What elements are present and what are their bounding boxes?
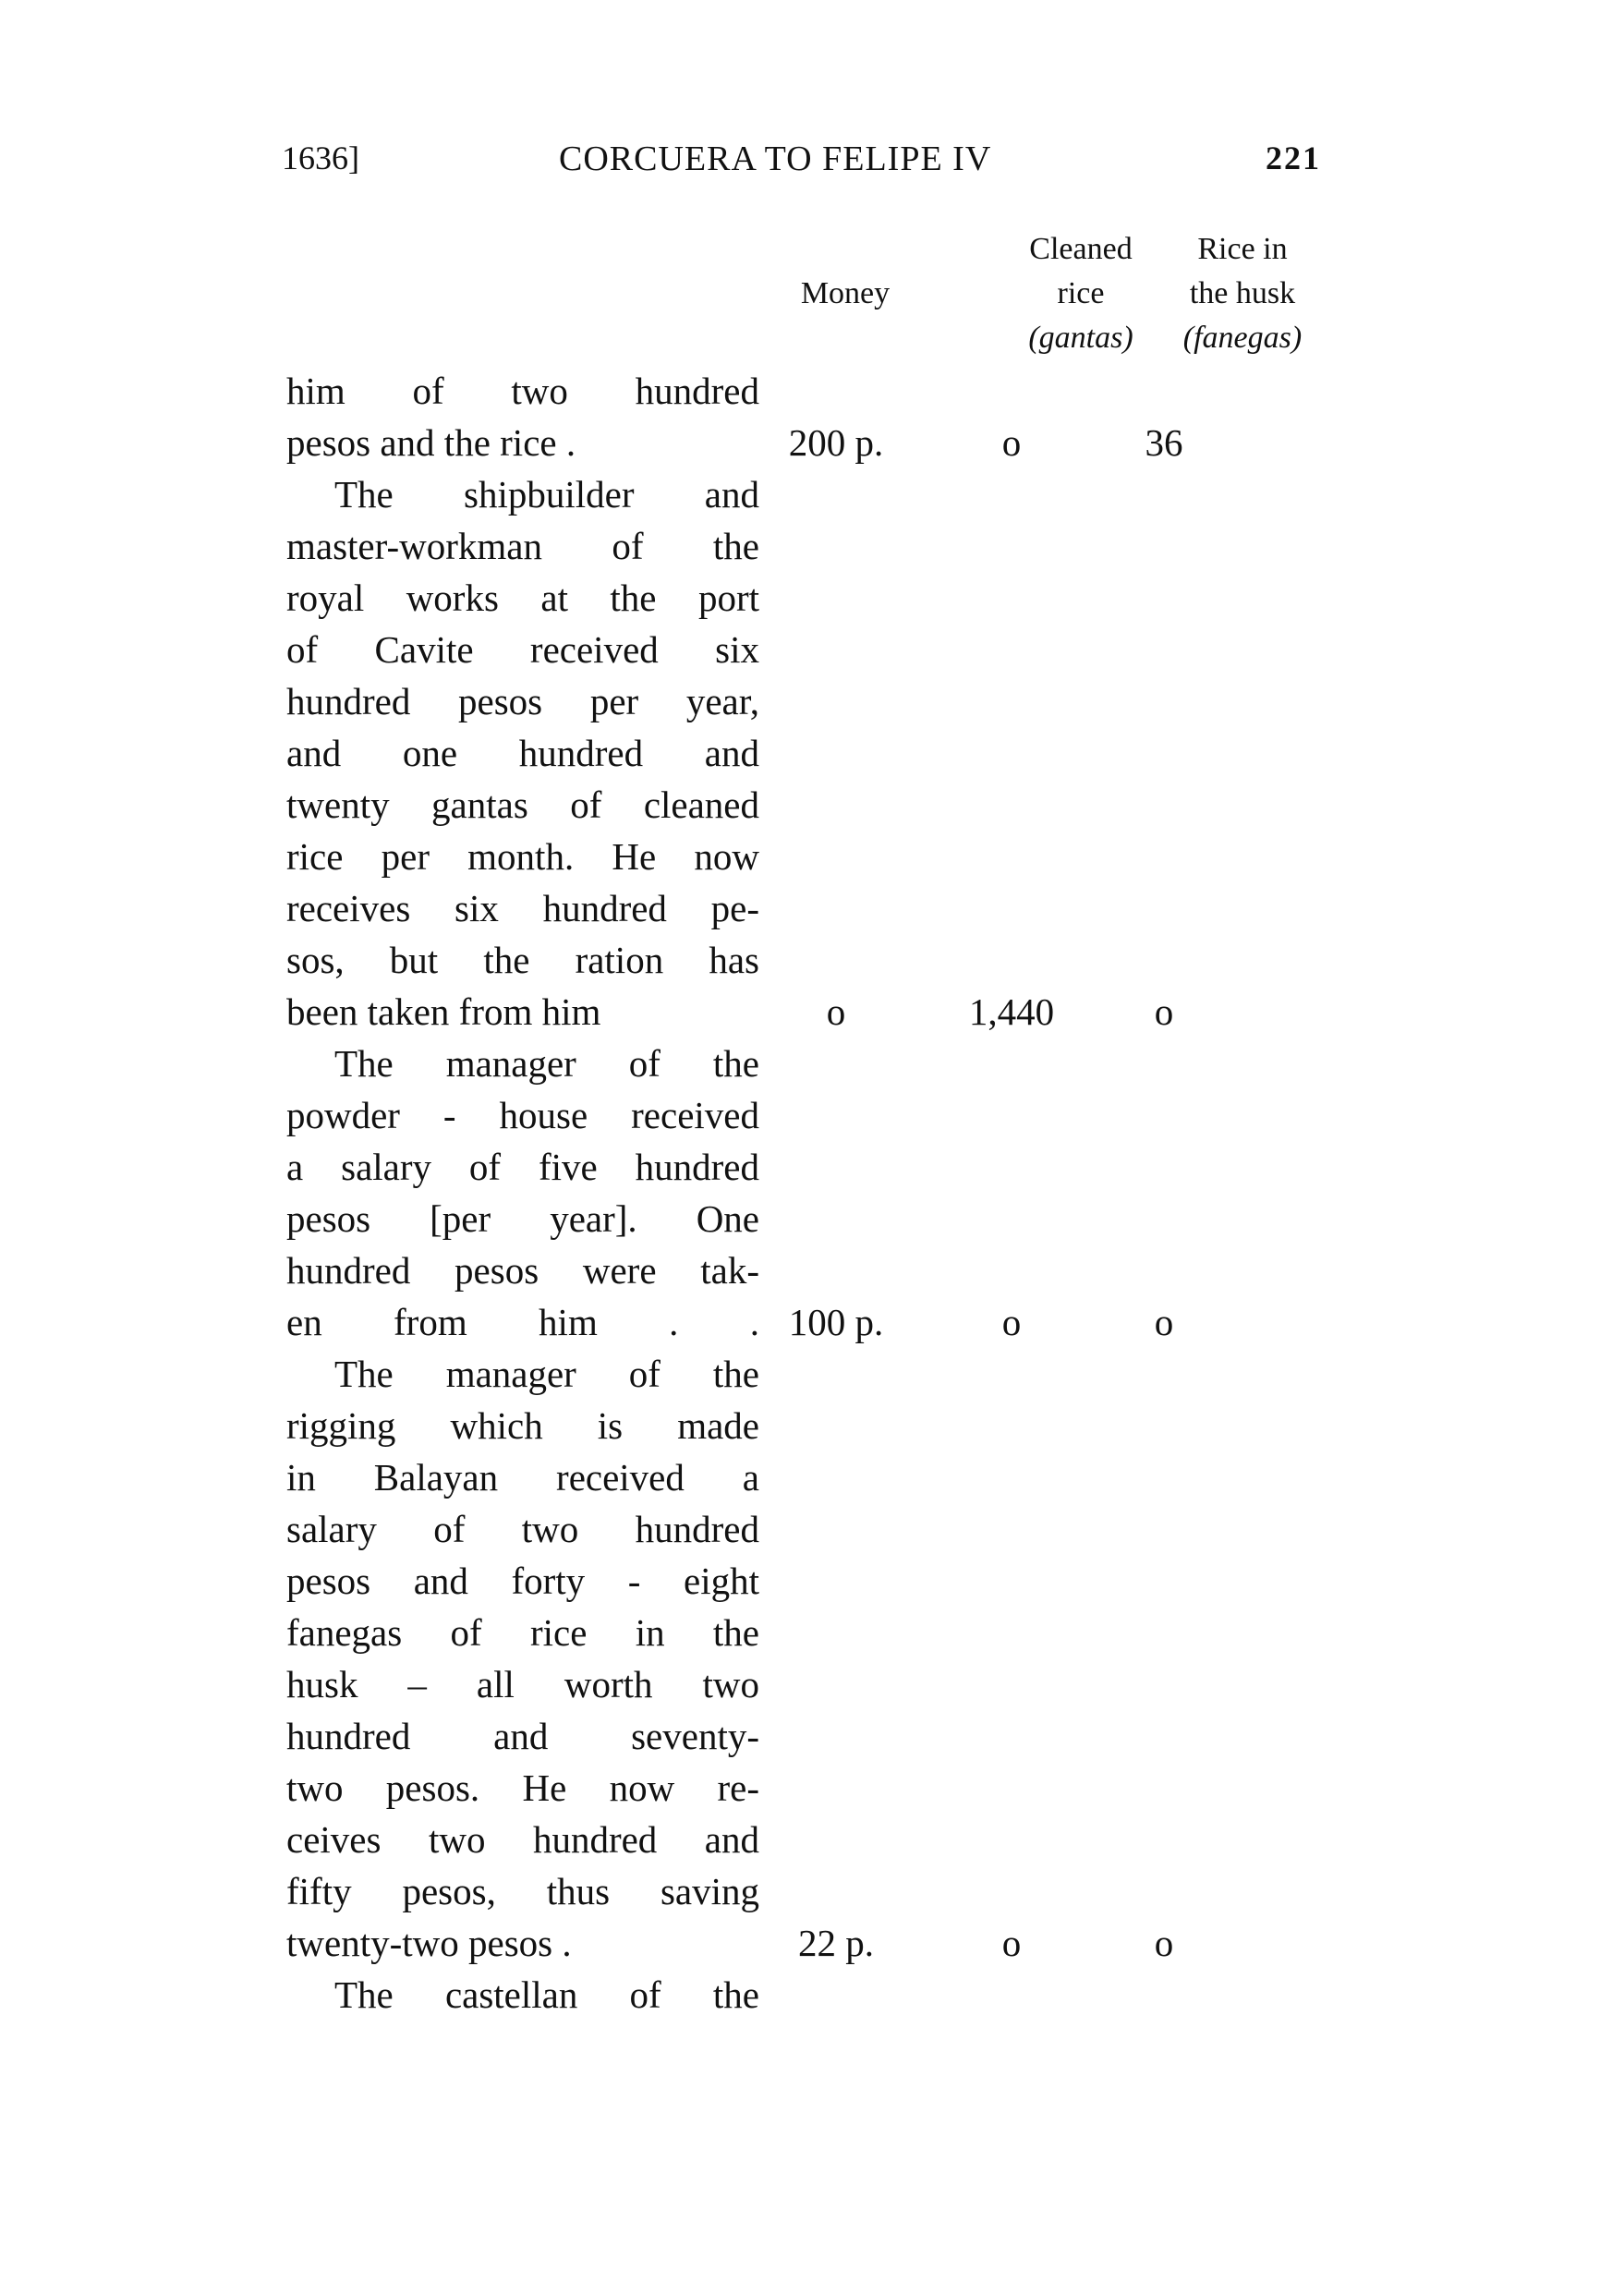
text-line: royal works at the port (286, 577, 759, 619)
text-line: hundred pesos were tak- (286, 1249, 759, 1292)
text-line: and one hundred and (286, 732, 759, 774)
husk-rice-value: 36 (1145, 421, 1183, 464)
text-line: master-workman of the (286, 525, 759, 567)
text-line: ceives two hundred and (286, 1818, 759, 1861)
entry-text (286, 1969, 759, 2021)
husk-rice-value: o (1154, 1922, 1174, 1964)
cleaned-rice-value: o (1001, 421, 1022, 464)
column-header-husk-rice-unit: (fanegas) (1182, 321, 1303, 355)
table-row (286, 1038, 1349, 1348)
text-line: a salary of five hundred (286, 1146, 759, 1188)
entry-text (286, 468, 759, 1038)
text-line: The manager of the (334, 1353, 759, 1395)
table-row (286, 365, 1349, 468)
text-line: The shipbuilder and (334, 473, 759, 516)
column-header-money (767, 272, 924, 316)
husk-rice-value: o (1154, 1301, 1174, 1343)
text-line: pesos and forty - eight (286, 1560, 759, 1602)
text-line: powder - house received (286, 1094, 759, 1136)
cleaned-rice-value: o (1001, 1301, 1022, 1343)
money-value: 100 p. (788, 1301, 884, 1343)
column-header-husk-rice-line1: Rice in (1197, 232, 1288, 266)
column-header-husk-rice-line2: the husk (1189, 276, 1296, 310)
text-line: The manager of the (334, 1042, 759, 1085)
entry-text (286, 1038, 759, 1348)
table-row (286, 1969, 1349, 2021)
text-line: pesos [per year]. One (286, 1197, 759, 1240)
husk-rice-value: o (1154, 990, 1174, 1033)
text-line: hundred pesos per year, (286, 680, 759, 722)
money-value: 22 p. (798, 1922, 874, 1964)
column-header-cleaned-rice (988, 227, 1173, 360)
cleaned-rice-value: o (1001, 1922, 1022, 1964)
table-row (286, 468, 1349, 1038)
text-line: fifty pesos, thus saving (286, 1870, 759, 1912)
text-line: twenty-two pesos . (286, 1922, 572, 1964)
text-line: twenty gantas of cleaned (286, 783, 759, 826)
text-line: in Balayan received a (286, 1456, 759, 1499)
money-value: 200 p. (788, 421, 884, 464)
text-line: husk – all worth two (286, 1663, 759, 1705)
entry-text (286, 365, 759, 468)
text-line: fanegas of rice in the (286, 1611, 759, 1654)
cleaned-rice-value: 1,440 (968, 990, 1055, 1033)
running-head (282, 139, 1321, 185)
text-line: The castellan of the (334, 1973, 759, 2016)
column-header-cleaned-rice-line2: rice (1057, 276, 1105, 310)
page-number: 221 (1266, 140, 1321, 176)
text-line: sos, but the ration has (286, 939, 759, 981)
column-header-cleaned-rice-unit: (gantas) (1028, 321, 1133, 355)
text-line: salary of two hundred (286, 1508, 759, 1550)
text-line: rice per month. He now (286, 835, 759, 878)
text-line: receives six hundred pe- (286, 887, 759, 929)
salary-table (286, 365, 1349, 2021)
text-line: him of two hundred (286, 370, 759, 412)
column-header-cleaned-rice-line1: Cleaned (1029, 232, 1133, 266)
table-row (286, 1348, 1349, 1969)
column-header-husk-rice (1150, 227, 1335, 360)
column-header-money-label: Money (800, 276, 891, 310)
running-head-title: CORCUERA TO FELIPE IV (559, 140, 992, 178)
entry-text (286, 1348, 759, 1969)
text-line: rigging which is made (286, 1404, 759, 1447)
text-line: en from him . . (286, 1301, 759, 1343)
running-head-year: 1636] (282, 140, 359, 176)
text-line: hundred and seventy- (286, 1715, 759, 1757)
money-value: o (826, 990, 846, 1033)
text-line: of Cavite received six (286, 628, 759, 671)
text-line: two pesos. He now re- (286, 1766, 759, 1809)
text-line: been taken from him (286, 990, 601, 1033)
text-line: pesos and the rice . (286, 421, 576, 464)
